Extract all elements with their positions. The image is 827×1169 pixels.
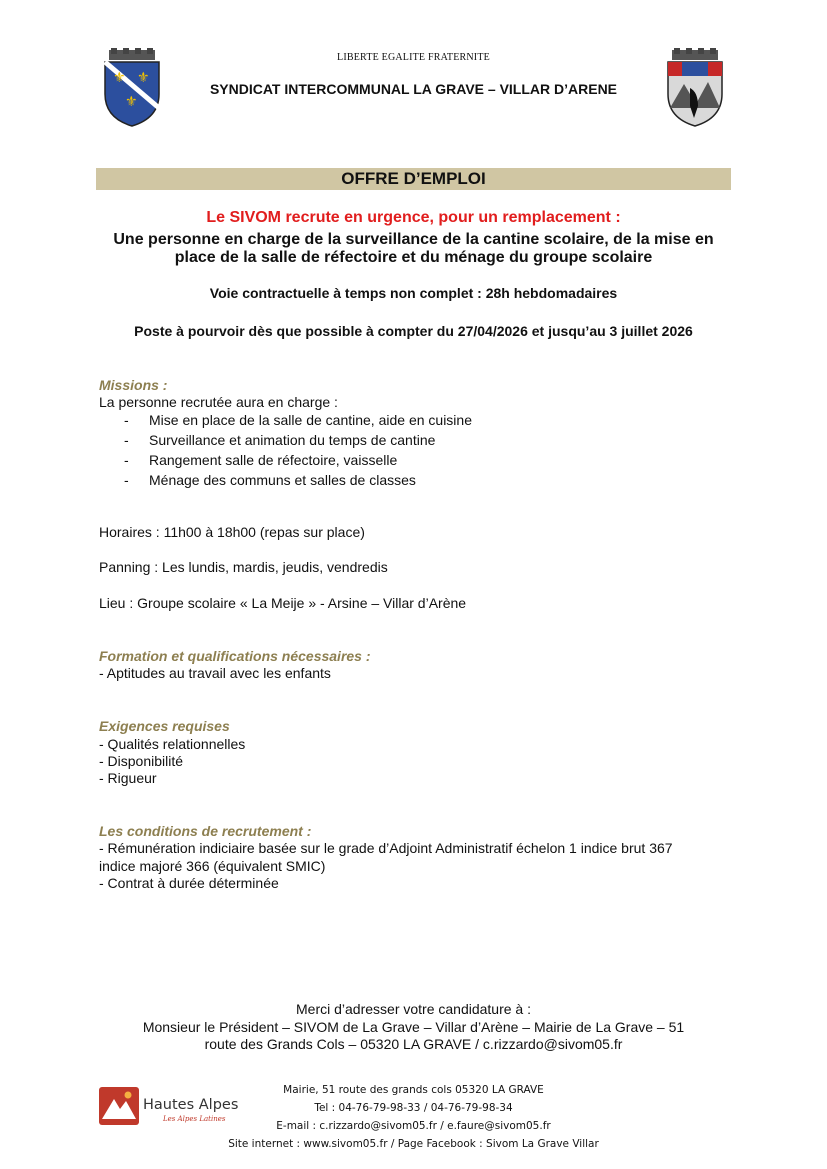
footer-phone: Tel : 04-76-79-98-33 / 04-76-79-98-34 — [314, 1102, 513, 1114]
urgent-recruitment-line: Le SIVOM recrute en urgence, pour un remplacement : — [206, 209, 621, 226]
application-intro: Merci d’adresser votre candidature à : — [296, 1001, 531, 1017]
contract-duration: - Contrat à durée déterminée — [99, 875, 279, 891]
footer-website: Site internet : www.sivom05.fr / Page Facebook : Sivom La Grave Villar — [228, 1138, 599, 1150]
svg-text:⚜: ⚜ — [137, 69, 150, 85]
requirement-item: - Qualités relationnelles — [99, 736, 246, 752]
training-item: - Aptitudes au travail avec les enfants — [99, 665, 331, 681]
working-days: Panning : Les lundis, mardis, jeudis, vendredis — [99, 559, 388, 575]
contract-type: Voie contractuelle à temps non complet : 28h hebdomadaires — [209, 285, 618, 301]
svg-text:⚜: ⚜ — [113, 69, 126, 85]
mission-item: - Rangement salle de réfectoire, vaisselle — [124, 452, 398, 468]
role-description-line-1: Une personne en charge de la surveillance de la cantine scolaire, de la mise en — [113, 231, 714, 248]
mission-item: - Ménage des communs et salles de classes — [124, 472, 416, 488]
salary-line-2: indice majoré 366 (équivalent SMIC) — [99, 858, 326, 874]
la-grave-coat-of-arms — [97, 48, 167, 128]
mission-item: - Mise en place de la salle de cantine, aide en cuisine — [124, 412, 472, 428]
organization-name: SYNDICAT INTERCOMMUNAL LA GRAVE – VILLAR D’ARENE — [209, 81, 618, 97]
work-location: Lieu : Groupe scolaire « La Meije » - Arsine – Villar d’Arène — [99, 595, 467, 611]
villar-darene-coat-of-arms — [660, 48, 730, 128]
requirement-item: - Disponibilité — [99, 753, 184, 769]
logo-tagline: Les Alpes Latines — [163, 1115, 226, 1123]
salary-line-1: - Rémunération indiciaire basée sur le grade d’Adjoint Administratif échelon 1 indice brut 367 — [99, 840, 673, 856]
footer-address: Mairie, 51 route des grands cols 05320 LA GRAVE — [283, 1084, 544, 1096]
logo-title: Hautes Alpes — [143, 1097, 239, 1113]
working-hours: Horaires : 11h00 à 18h00 (repas sur place) — [99, 524, 365, 540]
footer-email: E-mail : c.rizzardo@sivom05.fr / e.faure@sivom05.fr — [276, 1120, 551, 1132]
missions-intro: La personne recrutée aura en charge : — [99, 394, 338, 410]
svg-text:⚜: ⚜ — [125, 93, 138, 109]
application-address-line-2: route des Grands Cols – 05320 LA GRAVE / c.rizzardo@sivom05.fr — [204, 1036, 623, 1052]
missions-list — [124, 412, 472, 492]
training-heading: Formation et qualifications nécessaires : — [99, 648, 371, 664]
position-period: Poste à pourvoir dès que possible à compter du 27/04/2026 et jusqu’au 3 juillet 2026 — [134, 323, 693, 339]
conditions-heading: Les conditions de recrutement : — [99, 823, 312, 839]
requirement-item: - Rigueur — [99, 770, 157, 786]
requirements-heading: Exigences requises — [99, 718, 230, 734]
mission-item: - Surveillance et animation du temps de cantine — [124, 432, 436, 448]
role-description-line-2: place de la salle de réfectoire et du ménage du groupe scolaire — [174, 249, 653, 266]
motto: LIBERTE EGALITE FRATERNITE — [337, 52, 490, 63]
application-address-line-1: Monsieur le Président – SIVOM de La Grave – Villar d’Arène – Mairie de La Grave – 51 — [142, 1019, 685, 1035]
missions-heading: Missions : — [99, 377, 168, 393]
job-offer-banner: OFFRE D’EMPLOI — [96, 168, 731, 190]
footer — [0, 1081, 827, 1153]
